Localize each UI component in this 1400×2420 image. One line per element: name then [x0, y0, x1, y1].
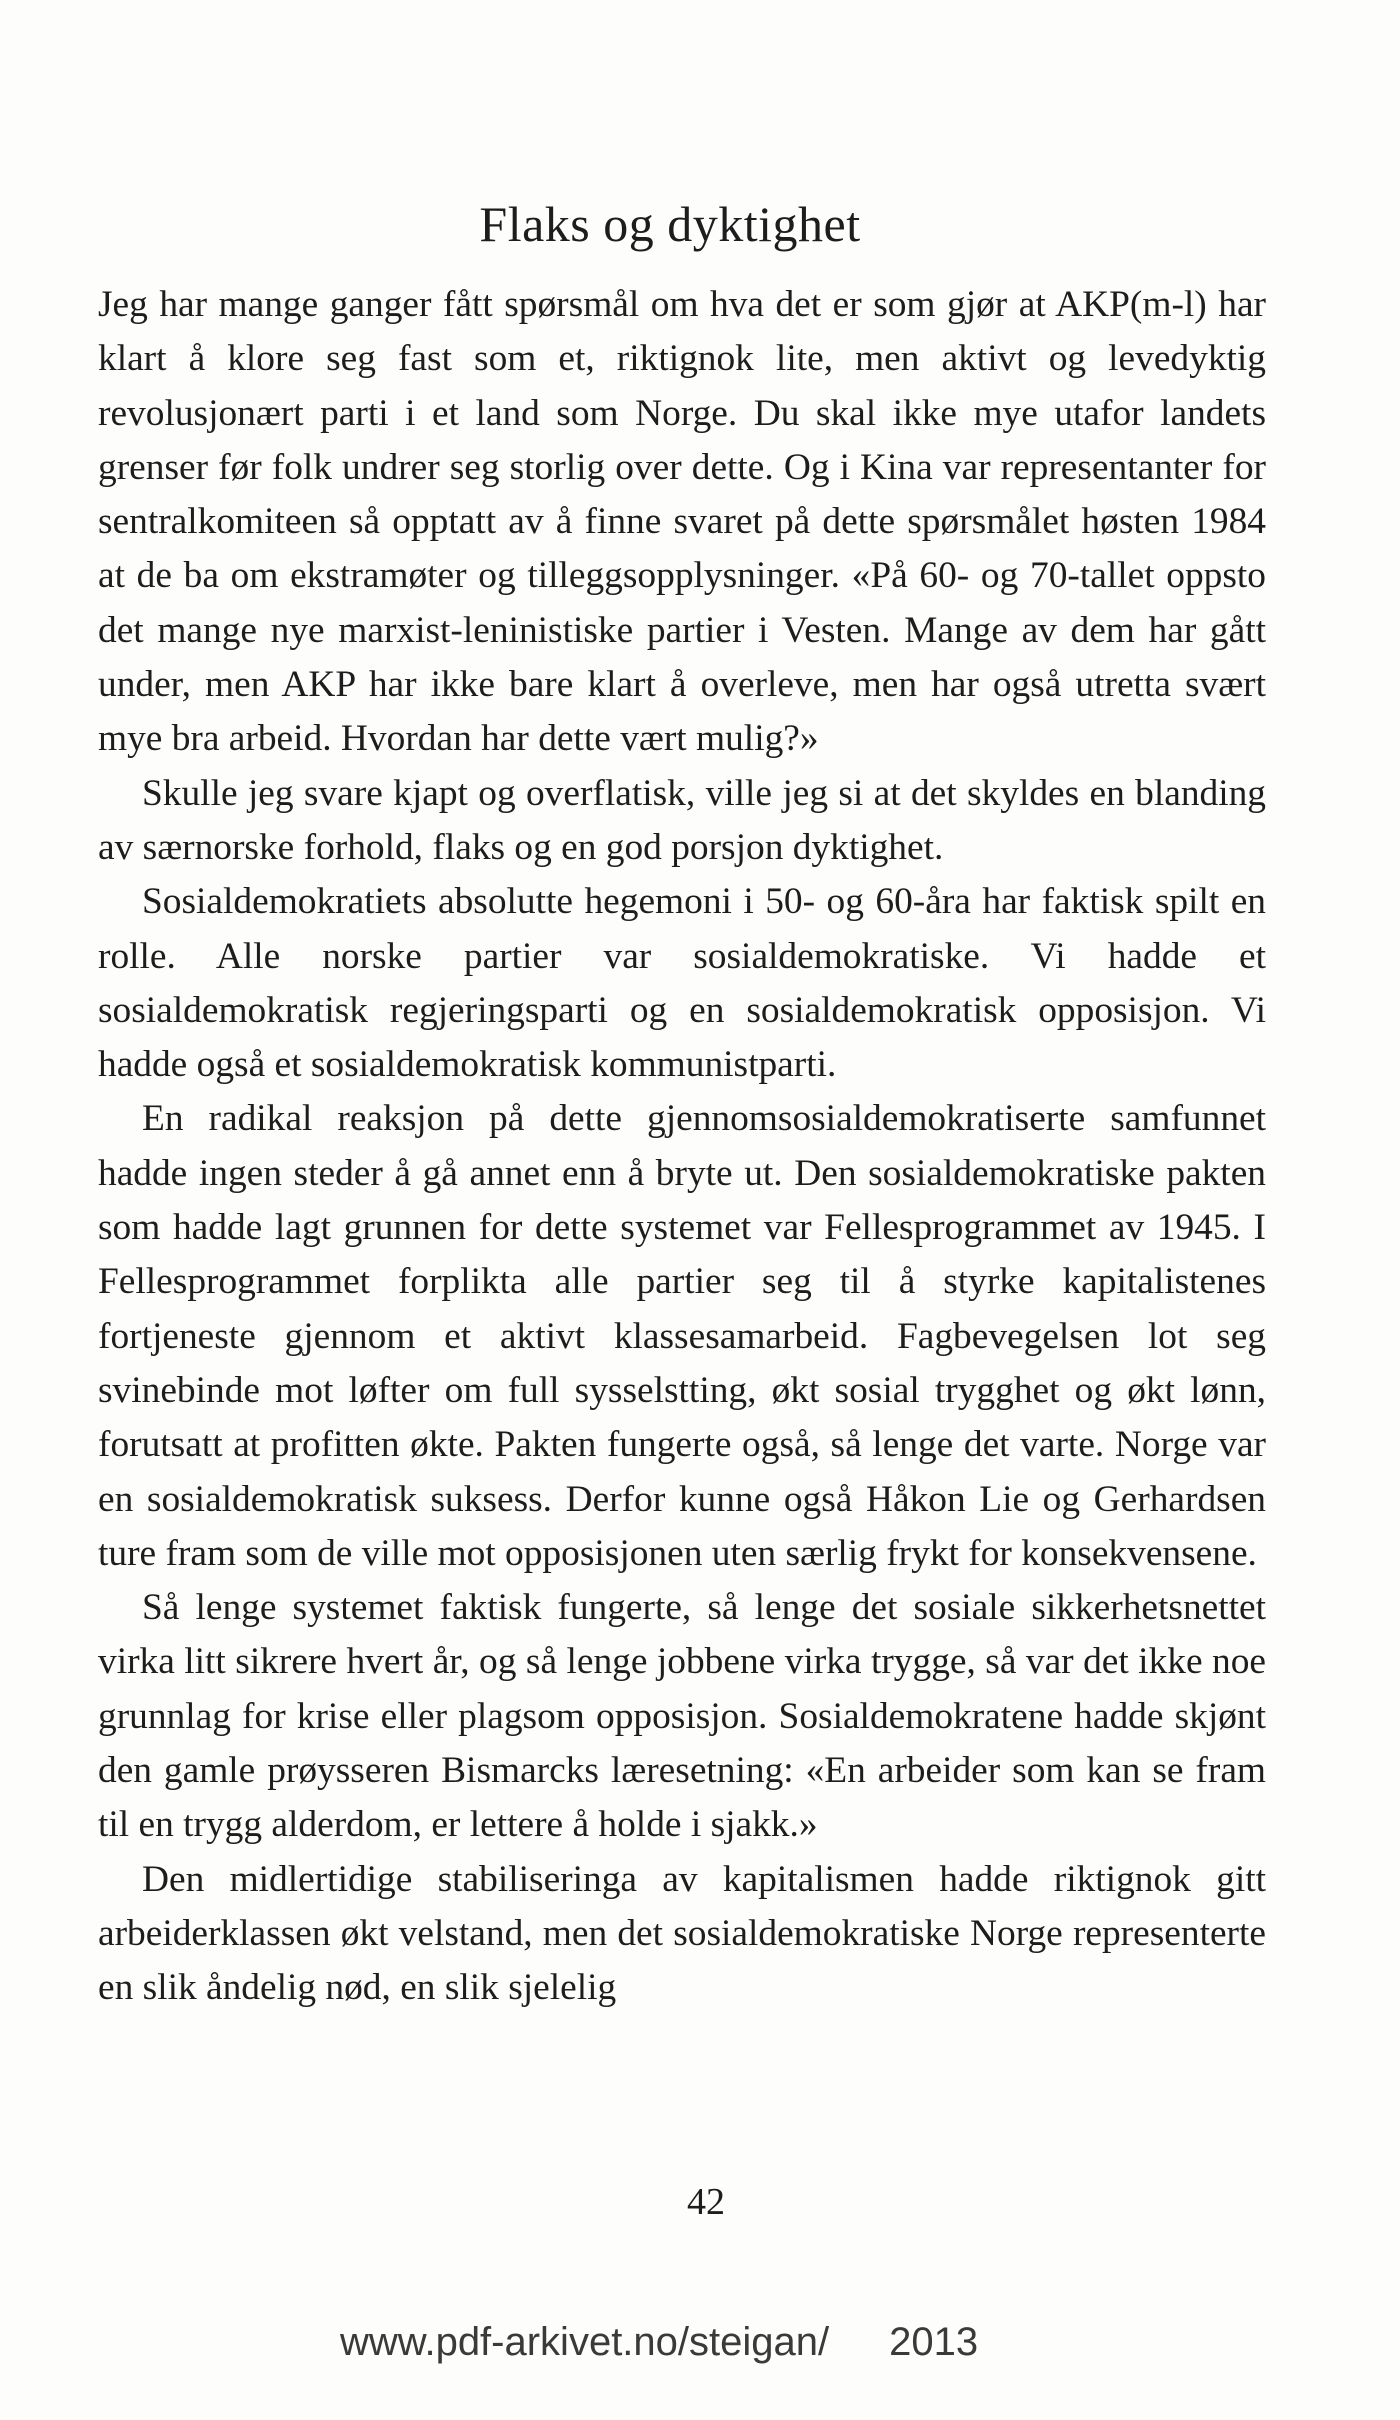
paragraph-3: Sosialdemokratiets absolutte hegemoni i 50- og 60-åra har faktisk spilt en rolle. Alle norske partier var sosialdemokratiske. Vi hadde et sosialdemokratisk regjeringsparti og en sosialdemokratisk opposisjon. Vi hadde også et sosialdemokratisk kommunistparti.: [98, 881, 1266, 1086]
page-number: 42: [687, 2181, 725, 2223]
paragraph-4: En radikal reaksjon på dette gjennomsosialdemokratiserte samfunnet hadde ingen steder å gå annet enn å bryte ut. Den sosialdemokratiske pakten som hadde lagt grunnen for dette systemet var Fellesprogrammet av 1945. I Fellesprogrammet forplikta alle partier seg til å styrke kapitalistenes fortjeneste gjennom et aktivt klassesamarbeid. Fagbevegelsen lot seg svinebinde mot løfter om full sysselstting, økt sosial trygghet og økt lønn, forutsatt at profitten økte. Pakten fungerte også, så lenge det varte. Norge var en sosialdemokratisk suksess. Derfor kunne også Håkon Lie og Gerhardsen ture fram som de ville mot opposisjonen uten særlig frykt for konsekvensene.: [98, 1098, 1266, 1574]
footer-url: www.pdf-arkivet.no/steigan/: [340, 2320, 830, 2364]
chapter-title: Flaks og dyktighet: [479, 196, 861, 252]
paragraph-2: Skulle jeg svare kjapt og overflatisk, ville jeg si at det skyldes en blanding av særnorske forhold, flaks og en god porsjon dyktighet.: [98, 772, 1266, 868]
footer: [340, 2320, 978, 2365]
paragraph-6: Den midlertidige stabiliseringa av kapitalismen hadde riktignok gitt arbeiderklassen økt velstand, men det sosialdemokratiske Norge representerte en slik åndelig nød, en slik sjelelig: [98, 1858, 1266, 2009]
body-text: [98, 278, 1266, 2016]
footer-year: 2013: [889, 2320, 979, 2364]
paragraph-1: Jeg har mange ganger fått spørsmål om hva det er som gjør at AKP(m-l) har klart å klore seg fast som et, riktignok lite, men aktivt og levedyktig revolusjonært parti i et land som Norge. Du skal ikke mye utafor landets grenser før folk undrer seg storlig over dette. Og i Kina var representanter for sentralkomiteen så opptatt av å finne svaret på dette spørsmålet høsten 1984 at de ba om ekstramøter og tilleggsopplysninger. «På 60- og 70-tallet oppsto det mange nye marxist-leninistiske partier i Vesten. Mange av dem har gått under, men AKP har ikke bare klart å overleve, men har også utretta svært mye bra arbeid. Hvordan har dette vært mulig?»: [98, 284, 1266, 760]
paragraph-5: Så lenge systemet faktisk fungerte, så lenge det sosiale sikkerhetsnettet virka litt sikrere hvert år, og så lenge jobbene virka trygge, så var det ikke noe grunnlag for krise eller plagsom opposisjon. Sosialdemokratene hadde skjønt den gamle prøysseren Bismarcks læresetning: «En arbeider som kan se fram til en trygg alderdom, er lettere å holde i sjakk.»: [98, 1587, 1266, 1846]
